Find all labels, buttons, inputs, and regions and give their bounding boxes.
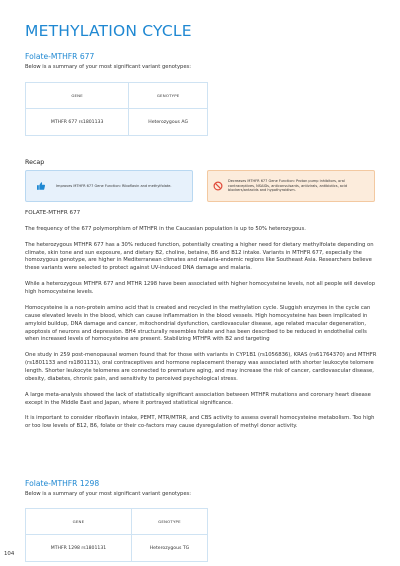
page-title: METHYLATION CYCLE: [25, 22, 192, 40]
genotype-table: [25, 82, 208, 136]
table-row: [26, 109, 208, 136]
body-paragraph: A large meta-analysis showed the lack of statistically significant association between MTHFR mutations and coronary heart disease except in the Middle East and Japan, where it portrayed statistical significance.: [25, 391, 371, 406]
section-heading-mthfr-1298: Folate-MTHFR 1298: [25, 479, 100, 488]
recap-positive-text: Improves MTHFR 677 Gene Function: Riboflavin and methylfolate.: [56, 183, 172, 188]
body-paragraph: It is important to consider riboflavin intake, PEMT, MTR/MTRR, and CBS activity to assess overall homocysteine metabolism. Too high or too low levels of B12, B6, folate or their co-factors may cause dysregulation of methyl donor activity.: [25, 415, 375, 430]
recap-label: Recap: [25, 159, 45, 166]
table-cell-gene: MTHFR 677 rs1801133: [26, 109, 129, 136]
table-header-genotype: GENOTYPE: [129, 83, 208, 109]
recap-negative-text: Decreases MTHFR 677 Gene Function: Proton pump inhibitors, oral contraceptives, NSAIDs, anticonvulsants, antivirals, antibiotics, acid blockers/antacids and hypothyroidism.: [228, 179, 348, 193]
genotype-table: [25, 508, 208, 562]
table-header-genotype: GENOTYPE: [131, 509, 207, 535]
table-header-row: [26, 509, 208, 535]
recap-positive-box: [25, 170, 193, 202]
body-label: FOLATE-MTHFR 677: [25, 210, 81, 216]
table-header-gene: GENE: [26, 83, 129, 109]
table-header-row: [26, 83, 208, 109]
table-cell-genotype: Heterozygous TG: [131, 535, 207, 562]
section-heading-mthfr-677: Folate-MTHFR 677: [25, 52, 95, 61]
table-cell-gene: MTHFR 1298 rs1801131: [26, 535, 132, 562]
article-body: [25, 210, 377, 439]
prohibited-icon: [208, 181, 228, 191]
body-paragraph: Homocysteine is a non-protein amino acid that is created and recycled in the methylation cycle. Sluggish enzymes in the cycle can cause elevated levels in the blood, which can cause inflammation in the blood vessels. High homocysteine has been implicated in amyloid buildup, DNA damage and cancer, mitochondrial dysfunction, cardiovascular disease, age related macular degeneration, apoptosis of neurons and depression. BH4 structurally resembles folate and has been described to be reduced in endothelial cells when increased levels of homocysteine are present. Stabilizing MTHFR with B2 and targeting: [25, 304, 371, 343]
body-paragraph: While a heterozygous MTHFR 677 and MTHR 1298 have been associated with higher homocysteine levels, not all people will develop high homocysteine levels.: [25, 281, 376, 296]
body-paragraph: The heterozygous MTHFR 677 has a 30% reduced function, potentially creating a higher need for dietary methylfolate depending on climate, skin tone and sun exposure, and dietary B2, choline, betaine, B6 and B12 intake. Variants in MTHFR 677, especially the homozygous genotype, are higher in Mediterranean climates and malaria-endemic regions like Southeast Asia. Researchers believe these variants were selected to protect against UV-induced DNA damage and malaria.: [25, 241, 374, 272]
table-cell-genotype: Heterozygous AG: [129, 109, 208, 136]
section-intro: Below is a summary of your most significant variant genotypes:: [25, 64, 191, 70]
table-header-gene: GENE: [26, 509, 132, 535]
section-intro: Below is a summary of your most significant variant genotypes:: [25, 491, 191, 497]
body-paragraph: One study in 259 post-menopausal women found that for those with variants in CYP1B1 (rs1056836), KRAS (rs61764370) and MTHFR (rs1801133 and rs1801131), oral contraceptives and hormone replacement therapy was associated with shorter leukocyte telomere length. Shorter leukocyte telomeres are connected to premature aging, and may increase the risk of cancer, cardiovascular disease, obesity, diabetes, chronic pain, and sensitivity to perceived psychological stress.: [25, 352, 377, 382]
table-row: [26, 535, 208, 562]
recap-negative-box: [207, 170, 375, 202]
page-number: 104: [4, 551, 15, 557]
thumbs-up-icon: [26, 181, 56, 191]
body-paragraph: The frequency of the 677 polymorphism of MTHFR in the Caucasian population is up to 50% heterozygous.: [25, 225, 306, 232]
